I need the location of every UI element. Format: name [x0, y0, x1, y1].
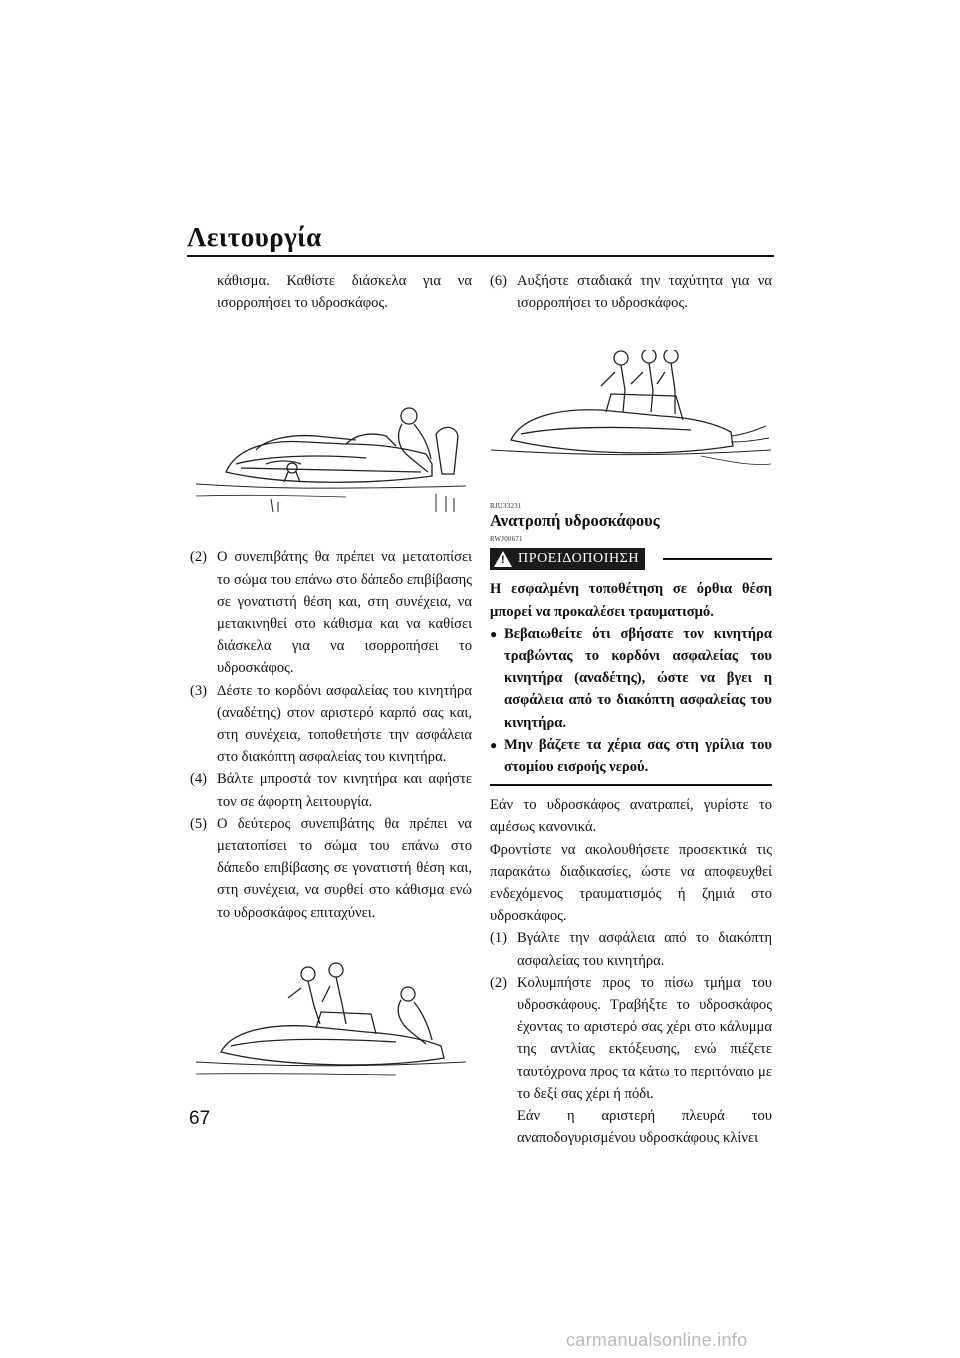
list-item [190, 813, 472, 924]
warning-bullet-text: Μην βάζετε τα χέρια σας στη γρίλια του στομίου εισροής νερού. [504, 736, 772, 776]
step-number: (2) [190, 549, 208, 566]
list-item [490, 270, 772, 314]
step-number: (3) [190, 682, 208, 699]
paragraph: Εάν το υδροσκάφος ανατραπεί, γυρίστε το αμέσως κανονικά. [490, 797, 772, 836]
warning-icon-glyph: ! [501, 554, 506, 567]
section-code: RJU33231 [490, 502, 522, 511]
step-continuation: Εάν η αριστερή πλευρά του αναποδογυρισμένου υδροσκάφους κλίνει [517, 1108, 772, 1147]
warning-rule [663, 558, 772, 560]
right-column [490, 270, 772, 1149]
list-item [190, 546, 472, 679]
list-item [190, 680, 472, 769]
intro-continuation [190, 270, 472, 292]
step-text: Βάλτε μπροστά τον κινητήρα και αφήστε τον σε άφορτη λειτουργία. [217, 771, 472, 810]
step-text: Ο δεύτερος συνεπιβάτης θα πρέπει να μετατοπίσει το σώμα του επάνω στο δάπεδο επιβίβασης σε γονατιστή θέση και, στη συνέχεια, να συρθεί στο κάθισμα ενώ το υδροσκάφος επιταχύνει. [217, 815, 472, 921]
step-number: (2) [490, 974, 508, 991]
intro-continuation-2 [190, 292, 472, 314]
watermark: carmanualsonline.info [566, 1330, 748, 1350]
warning-label: ΠΡΟΕΙΔΟΠΟΙΗΣΗ [518, 551, 640, 567]
section-heading: Ανατροπή υδροσκάφους [490, 511, 660, 531]
list-item [490, 623, 772, 734]
page-number: 67 [189, 1108, 211, 1129]
step-text: Αυξήστε σταδιακά την ταχύτητα για να ισορροπήσει το υδροσκάφος. [517, 273, 772, 312]
step-number: (5) [190, 815, 208, 832]
left-column [190, 270, 472, 1082]
illustration-second-passenger-boarding [196, 962, 466, 1082]
bullet-dot-icon: ● [490, 737, 498, 752]
step-number: (4) [190, 771, 208, 788]
warning-triangle-icon [494, 551, 512, 567]
warning-end-rule [490, 784, 772, 786]
step-text: Βγάλτε την ασφάλεια από το διακόπτη ασφαλείας του κινητήρα. [517, 930, 772, 969]
header-rule [187, 255, 774, 257]
illustration-three-riders [491, 350, 771, 480]
warning-body [490, 578, 772, 778]
step-text: Ο συνεπιβάτης θα πρέπει να μετατοπίσει το σώμα του επάνω στο δάπεδο επιβίβασης σε γονατιστή θέση και, στη συνέχεια, να μετακινηθεί στο κάθισμα και να καθίσει διάσκελα για να ισορροπήσει το υδροσκάφος. [217, 549, 472, 677]
step-text: Κολυμπήστε προς το πίσω τμήμα του υδροσκάφους. Τραβήξτε το υδροσκάφος έχοντας το αριστερό σας χέρι στο κάλυμμα της αντλίας εκτόξευσης, ενώ πιέζετε ταυτόχρονα προς τα κάτω το περιτόναιο με το δεξί σας χέρι ή πόδι. [517, 974, 772, 1102]
intro-line-2: ισορροπήσει το υδροσκάφος. [217, 295, 388, 312]
step-number: (1) [490, 930, 508, 947]
page-title: Λειτουργία [187, 222, 322, 252]
step-text: Δέστε το κορδόνι ασφαλείας του κινητήρα (αναδέτης) στον αριστερό καρπό σας και, στη συνέχεια, τοποθετήστε την ασφάλεια στο διακόπτη ασφαλείας του κινητήρα. [217, 682, 472, 766]
illustration-passenger-boarding [196, 364, 466, 514]
list-item [490, 927, 772, 971]
warning-header [490, 546, 772, 572]
intro-line-1: κάθισμα. Καθίστε διάσκελα για να [217, 273, 472, 289]
warning-label-box [490, 548, 645, 570]
bullet-dot-icon: ● [490, 626, 498, 641]
list-item [490, 734, 772, 778]
list-item [490, 972, 772, 1105]
list-item [190, 768, 472, 812]
warning-code: RWJ00671 [490, 535, 523, 544]
warning-intro: Η εσφαλμένη τοποθέτηση σε όρθια θέση μπορεί να προκαλέσει τραυματισμό. [490, 581, 772, 620]
warning-bullet-text: Βεβαιωθείτε ότι σβήσατε τον κινητήρα τραβώντας το κορδόνι ασφαλείας του κινητήρα (αναδέτης), ώστε να βγει η ασφάλεια από το διακόπτη ασφαλείας του κινητήρα. [504, 625, 772, 731]
paragraph: Φροντίστε να ακολουθήσετε προσεκτικά τις παρακάτω διαδικασίες, ώστε να αποφευχθεί ενδεχόμενος τραυματισμός ή ζημιά στο υδροσκάφος. [490, 841, 772, 925]
step-number: (6) [490, 273, 508, 289]
